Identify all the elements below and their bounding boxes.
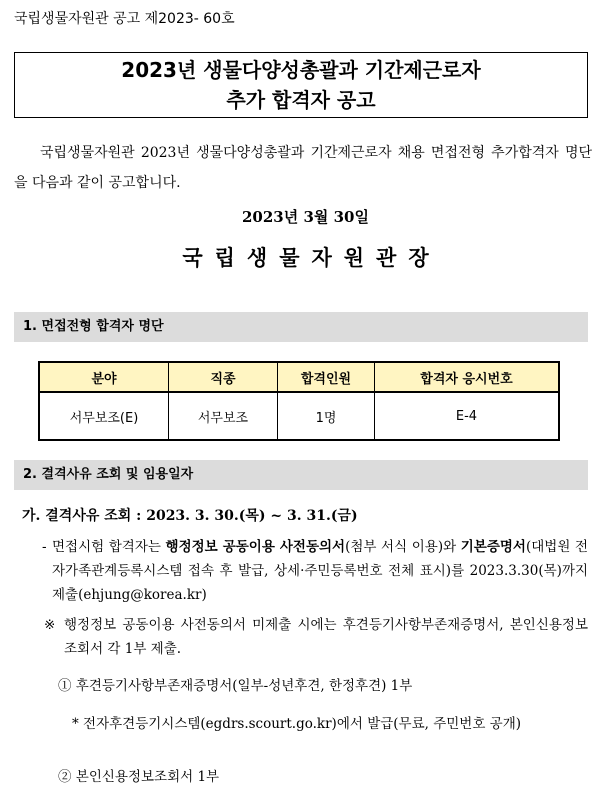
section-2-heading: 2. 결격사유 조회 및 임용일자 (14, 460, 588, 490)
cell-applicant-number: E-4 (375, 392, 560, 440)
organization-name: 국립생물자원관장 (182, 245, 441, 270)
submission-instruction: - 면접시험 합격자는 행정정보 공동이용 사전동의서(첨부 서식 이용)와 기본증명서(대법원 전자가족관계등록시스템 접속 후 발급, 상세·주민등록번호 전체 표시)를 2023.3.30(목)까지 제출(ehjung@korea.kr) (52, 535, 588, 607)
header-job-type: 직종 (169, 362, 278, 392)
intro-paragraph: 국립생물자원관 2023년 생물다양성총괄과 기간제근로자 채용 면접전형 추가합격자 명단을 다음과 같이 공고합니다. (14, 145, 592, 191)
basic-certificate-emphasis: 기본증명서 (460, 539, 526, 555)
section-1-heading: 1. 면접전형 합격자 명단 (14, 312, 588, 342)
notice-reference: 국립생물자원관 공고 제2023- 60호 (14, 11, 235, 27)
cell-pass-count: 1명 (278, 392, 375, 440)
result-table (38, 361, 560, 441)
note-text: 행정정보 공동이용 사전동의서 미제출 시에는 후견등기사항부존재증명서, 본인신용정보조회서 각 1부 제출. (64, 617, 588, 657)
list-item-1-detail: * 전자후견등기시스템(egdrs.scourt.go.kr)에서 발급(무료, 주민번호 공개) (72, 716, 522, 732)
notice-date: 2023년 3월 30일 (242, 208, 369, 226)
title-line-1: 2023년 생물다양성총괄과 기간제근로자 (121, 58, 481, 82)
title-line-2: 추가 합격자 공고 (226, 88, 376, 112)
dash-bullet: - (42, 539, 47, 555)
consent-form-emphasis: 행정정보 공동이용 사전동의서 (165, 539, 346, 555)
cell-field: 서무보조(E) (39, 392, 169, 440)
table-header-row (39, 362, 559, 392)
header-field: 분야 (39, 362, 169, 392)
title-box (14, 52, 588, 118)
header-pass-count: 합격인원 (278, 362, 375, 392)
header-applicant-number: 합격자 응시번호 (375, 362, 560, 392)
note-paragraph (44, 613, 588, 661)
table-row (39, 392, 559, 440)
list-item-1: ① 후견등기사항부존재증명서(일부-성년후견, 한정후견) 1부 (58, 678, 413, 694)
note-mark: ※ (44, 617, 56, 633)
cell-job-type: 서무보조 (169, 392, 278, 440)
subsection-heading: 가. 결격사유 조회 : 2023. 3. 30.(목) ~ 3. 31.(금) (22, 508, 358, 524)
list-item-2: ② 본인신용정보조회서 1부 (58, 769, 220, 785)
